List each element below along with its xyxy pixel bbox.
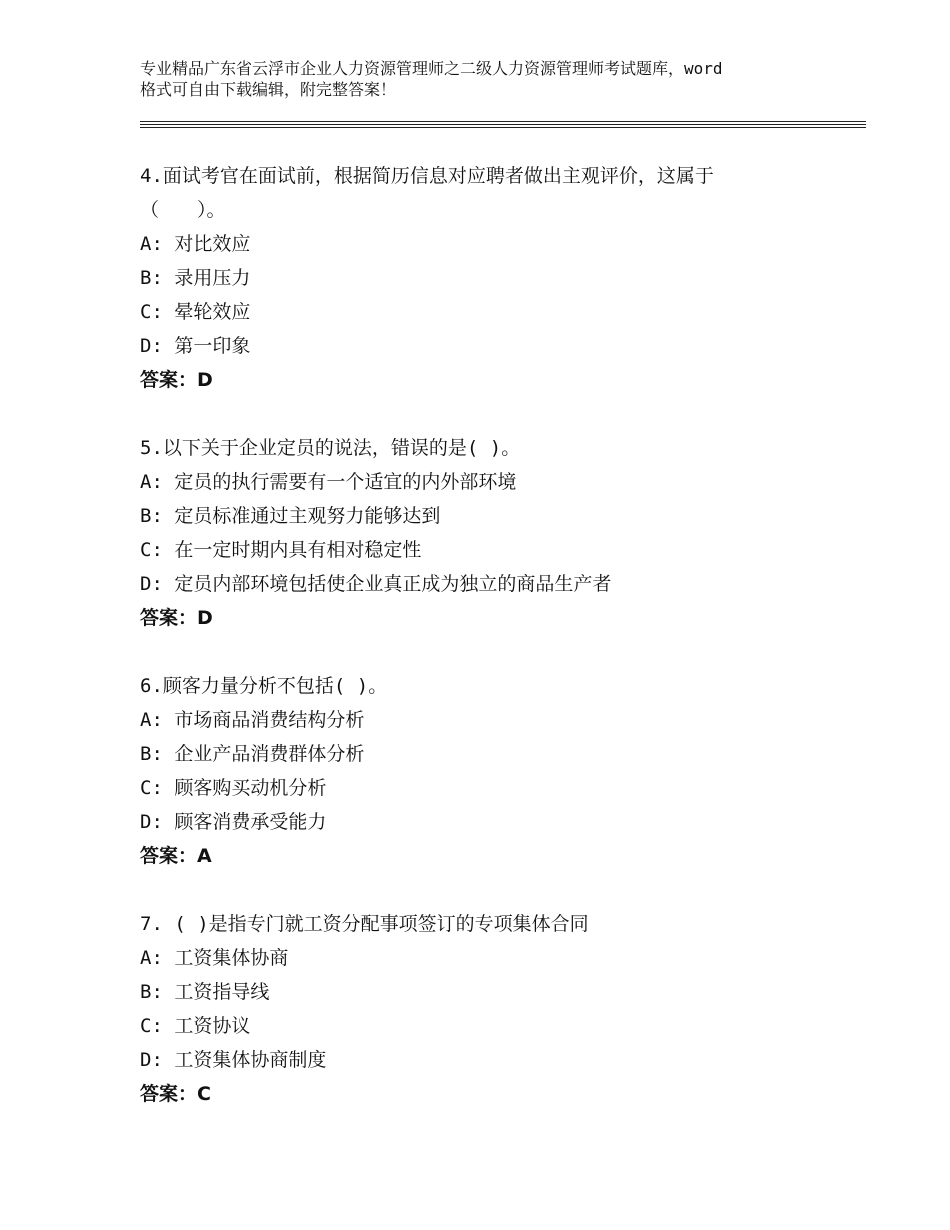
question-stem: 6.顾客力量分析不包括( )。 <box>140 675 388 697</box>
option-a: A: 对比效应 <box>140 233 251 255</box>
option-a: A: 定员的执行需要有一个适宜的内外部环境 <box>140 471 517 493</box>
question-stem: 5.以下关于企业定员的说法，错误的是( )。 <box>140 437 521 459</box>
answer-label: 答案：A <box>140 845 212 867</box>
header-divider-line <box>140 127 866 128</box>
header-divider-line <box>140 121 866 122</box>
question-stem-continued: （ ）。 <box>140 199 226 221</box>
option-b: B: 企业产品消费群体分析 <box>140 743 365 765</box>
question-4 <box>140 159 840 397</box>
option-d: D: 第一印象 <box>140 335 251 357</box>
header-divider-line <box>140 124 866 125</box>
question-stem: 7. ( )是指专门就工资分配事项签订的专项集体合同 <box>140 913 589 935</box>
option-c: C: 顾客购买动机分析 <box>140 777 327 799</box>
question-list <box>140 159 840 1145</box>
answer-label: 答案：D <box>140 607 213 629</box>
document-header <box>140 58 830 100</box>
answer-label: 答案：D <box>140 369 213 391</box>
header-line-1: 专业精品广东省云浮市企业人力资源管理师之二级人力资源管理师考试题库，word <box>140 59 723 78</box>
option-c: C: 在一定时期内具有相对稳定性 <box>140 539 422 561</box>
answer-label: 答案：C <box>140 1083 211 1105</box>
option-b: B: 录用压力 <box>140 267 251 289</box>
question-7 <box>140 907 840 1111</box>
question-stem: 4.面试考官在面试前，根据简历信息对应聘者做出主观评价，这属于 <box>140 165 714 187</box>
header-line-2: 格式可自由下载编辑，附完整答案！ <box>140 80 397 99</box>
option-a: A: 市场商品消费结构分析 <box>140 709 365 731</box>
option-a: A: 工资集体协商 <box>140 947 289 969</box>
option-c: C: 工资协议 <box>140 1015 251 1037</box>
question-5 <box>140 431 840 635</box>
option-b: B: 工资指导线 <box>140 981 270 1003</box>
option-d: D: 顾客消费承受能力 <box>140 811 327 833</box>
question-6 <box>140 669 840 873</box>
option-c: C: 晕轮效应 <box>140 301 251 323</box>
option-b: B: 定员标准通过主观努力能够达到 <box>140 505 441 527</box>
option-d: D: 定员内部环境包括使企业真正成为独立的商品生产者 <box>140 573 612 595</box>
option-d: D: 工资集体协商制度 <box>140 1049 327 1071</box>
